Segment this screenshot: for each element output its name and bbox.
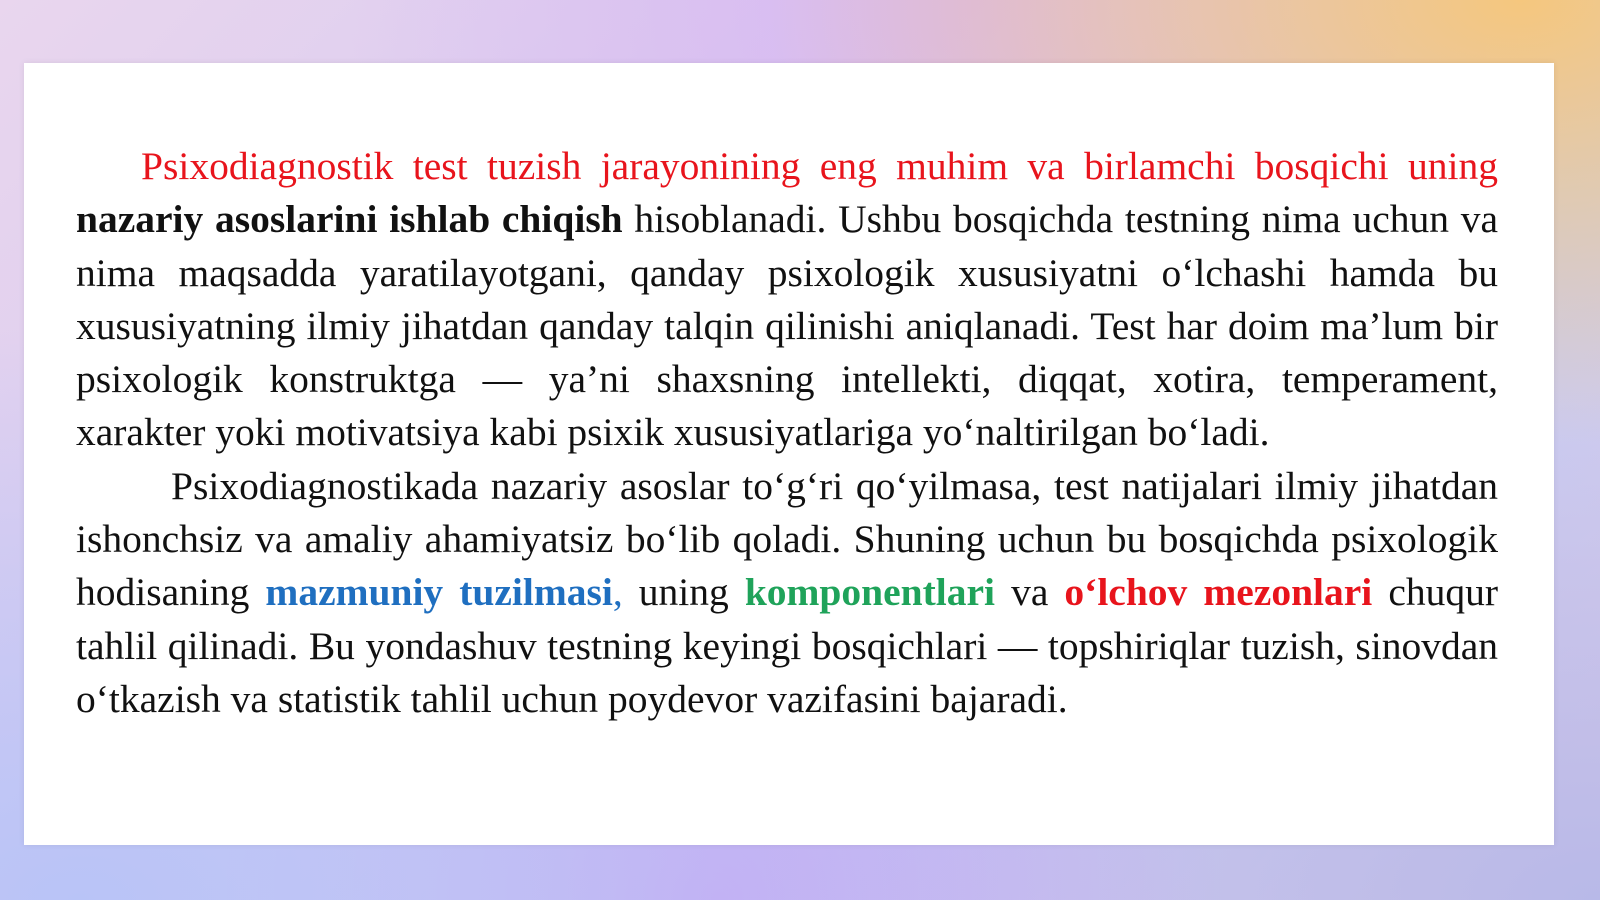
paragraph-2-mid1: uning: [622, 570, 745, 615]
term-components: komponentlari: [744, 570, 996, 615]
intro-highlight: Psixodiagnostik test tuzish jarayonining eng muhim va birlamchi bosqichi uning: [141, 144, 1498, 188]
paragraph-2: [76, 460, 1498, 726]
paragraph-2-start: Psixodiagnostikada nazariy asoslar to‘g‘ri qo‘yilmasa, test natijalari ilmiy jihatdan ishonchsiz va amaliy ahamiyatsiz bo‘lib qoladi. Shuning uchun bu bosqichda psixologik hodisaning: [76, 463, 1498, 615]
paragraph-2-end: chuqur tahlil qilinadi. Bu yondashuv testning keyingi bosqichlari — topshiriqlar tuzish, sinovdan o‘tkazish va statistik tahlil uchun poydevor vazifasini bajaradi.: [76, 570, 1499, 721]
term-structure: mazmuniy tuzilmasi: [265, 570, 613, 615]
text-body: [76, 140, 1498, 726]
slide-card: [24, 63, 1554, 845]
paragraph-1: [76, 140, 1498, 460]
paragraph-2-mid2: va: [995, 570, 1065, 615]
term-comma: ,: [612, 570, 623, 615]
bold-phrase: nazariy asoslarini ishlab chiqish: [76, 197, 623, 242]
paragraph-1-text: hisoblanadi. Ushbu bosqichda testning nima uchun va nima maqsadda yaratilayotgani, qanday psixologik xususiyatni o‘lchashi hamda bu xususiyatning ilmiy jihatdan qanday talqin qilinishi aniqlanadi. Test har doim ma’lum bir psixologik konstruktga — ya’ni shaxsning intellekti, diqqat, xotira, temperament, xarakter yoki motivatsiya kabi psixik xususiyatlariga yo‘naltirilgan bo‘ladi.: [76, 197, 1498, 455]
term-criteria: o‘lchov mezonlari: [1064, 570, 1373, 615]
